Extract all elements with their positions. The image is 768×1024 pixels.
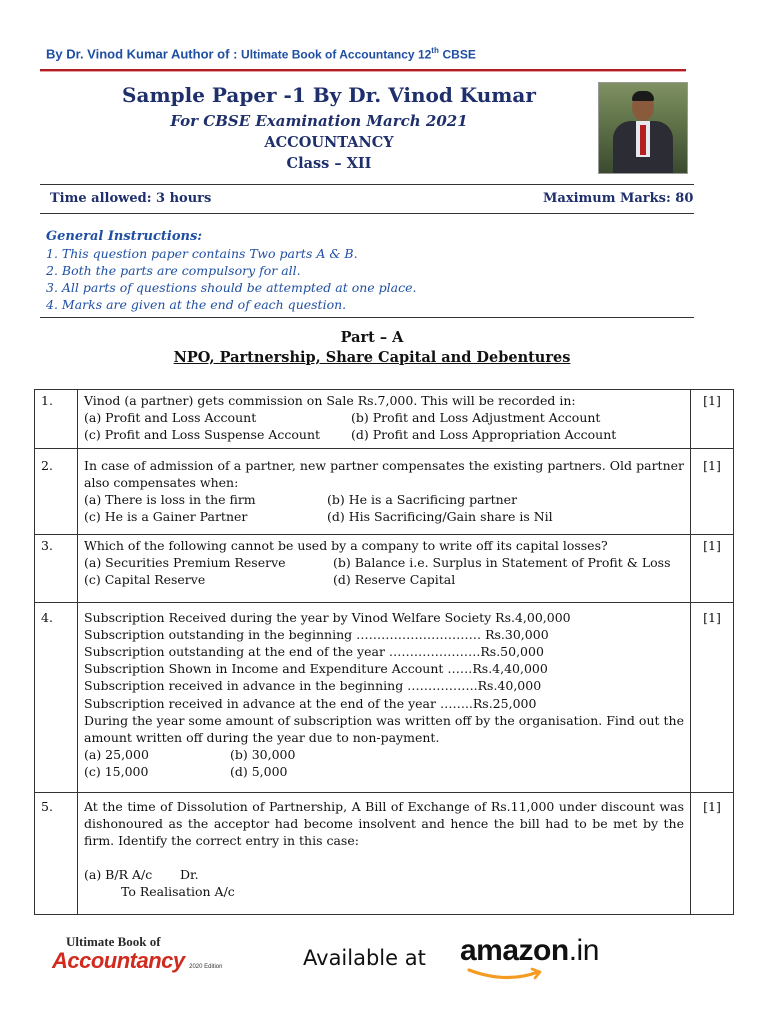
author-photo	[598, 82, 688, 174]
option-d: (d) His Sacrificing/Gain share is Nil	[327, 509, 553, 525]
maximum-marks: Maximum Marks: 80	[543, 191, 694, 206]
paper-subtitle: For CBSE Examination March 2021	[170, 112, 468, 130]
question-line: Subscription outstanding at the end of the year ………………….Rs.50,000	[84, 644, 544, 660]
header-divider	[40, 69, 686, 71]
question-row	[35, 534, 734, 602]
author-prefix: By Dr. Vinod Kumar Author of	[46, 46, 230, 62]
option-a: (a) 25,000	[84, 747, 149, 763]
class-label: Class – XII	[286, 155, 372, 172]
option-a: (a) There is loss in the firm	[84, 492, 256, 508]
questions-table	[34, 389, 734, 915]
book-logo-line2: Accountancy	[52, 948, 185, 973]
amazon-domain: .in	[568, 934, 599, 967]
option-d: (d) Profit and Loss Appropriation Account	[351, 427, 617, 443]
question-row	[35, 602, 734, 792]
subject-label: ACCOUNTANCY	[264, 134, 394, 151]
option-d: (d) 5,000	[230, 764, 288, 780]
instruction-item: 2. Both the parts are compulsory for all.	[46, 263, 301, 278]
question-number: 1.	[35, 390, 78, 449]
question-body	[78, 390, 691, 449]
part-label: Part – A	[340, 329, 404, 346]
instructions-rule	[40, 317, 694, 318]
option-b: (b) 30,000	[230, 747, 296, 763]
question-text: Which of the following cannot be used by a company to write off its capital losses?	[84, 537, 608, 553]
question-number: 4.	[35, 602, 78, 792]
option-c: (c) He is a Gainer Partner	[84, 509, 248, 525]
book-sup: th	[431, 46, 439, 55]
question-number: 5.	[35, 792, 78, 914]
available-at-text: Available at	[303, 946, 426, 970]
question-row	[35, 390, 734, 449]
question-line: Subscription outstanding in the beginning ………………………… Rs.30,000	[84, 626, 549, 642]
question-line: Subscription Received during the year by Vinod Welfare Society Rs.4,00,000	[84, 609, 571, 625]
option-b: (b) Balance i.e. Surplus in Statement of Profit & Loss	[333, 554, 671, 570]
amazon-smile-icon	[466, 966, 546, 982]
question-row	[35, 792, 734, 914]
question-line: Subscription Shown in Income and Expenditure Account ……Rs.4,40,000	[84, 661, 548, 677]
question-body	[78, 792, 691, 914]
question-text: In case of admission of a partner, new partner compensates the existing partners. Old partner also compensates when:	[84, 457, 684, 490]
question-text: At the time of Dissolution of Partnership, A Bill of Exchange of Rs.11,000 under discount was dishonoured as the acceptor had become insolvent and hence the bill had to be met by the firm. Identify the correct entry in this case:	[84, 798, 684, 849]
amazon-logo	[460, 934, 599, 968]
meta-top-rule	[40, 184, 694, 185]
question-marks: [1]	[691, 390, 734, 449]
meta-bottom-rule	[40, 213, 694, 214]
question-marks: [1]	[691, 602, 734, 792]
instruction-item: 3. All parts of questions should be attempted at one place.	[46, 280, 417, 295]
header-author-line: By Dr. Vinod Kumar Author of : Ultimate Book of Accountancy 12th CBSE	[46, 46, 476, 62]
question-marks: [1]	[691, 448, 734, 534]
option-a: (a) Securities Premium Reserve	[84, 554, 286, 570]
question-marks: [1]	[691, 792, 734, 914]
option-a: (a) Profit and Loss Account	[84, 410, 257, 426]
book-name: Ultimate Book of Accountancy 12	[241, 47, 432, 62]
footer-book-logo	[52, 934, 222, 974]
option-b: (b) He is a Sacrificing partner	[327, 492, 518, 508]
question-body	[78, 448, 691, 534]
question-number: 2.	[35, 448, 78, 534]
question-text: Vinod (a partner) gets commission on Sale Rs.7,000. This will be recorded in:	[84, 393, 576, 408]
option-d: (d) Reserve Capital	[333, 572, 456, 588]
option-b: (b) Profit and Loss Adjustment Account	[351, 410, 601, 426]
question-text: During the year some amount of subscription was written off by the organisation. Find out the amount written off during the year due to non-payment.	[84, 712, 684, 746]
question-line: Subscription received in advance at the end of the year ……..Rs.25,000	[84, 695, 537, 711]
question-body	[78, 534, 691, 602]
journal-entry-debit: (a) B/R A/c Dr.	[84, 867, 199, 883]
option-c: (c) 15,000	[84, 764, 149, 780]
journal-entry-credit: To Realisation A/c	[121, 884, 235, 900]
book-logo-line1: Ultimate Book of	[66, 934, 161, 949]
book-logo-edition: 2020 Edition	[189, 964, 223, 970]
book-suffix: CBSE	[442, 47, 476, 62]
question-line: Subscription received in advance in the beginning ……………..Rs.40,000	[84, 678, 542, 694]
time-allowed: Time allowed: 3 hours	[50, 191, 212, 206]
amazon-wordmark: amazon	[460, 934, 569, 967]
question-marks: [1]	[691, 534, 734, 602]
instruction-item: 1. This question paper contains Two parts A & B.	[46, 246, 358, 261]
question-body	[78, 602, 691, 792]
paper-title: Sample Paper -1 By Dr. Vinod Kumar	[122, 83, 536, 107]
part-topic: NPO, Partnership, Share Capital and Debentures	[173, 349, 571, 366]
instructions-heading: General Instructions:	[46, 229, 203, 244]
instruction-item: 4. Marks are given at the end of each question.	[46, 297, 347, 312]
option-c: (c) Capital Reserve	[84, 572, 206, 588]
question-number: 3.	[35, 534, 78, 602]
question-row	[35, 448, 734, 534]
option-c: (c) Profit and Loss Suspense Account	[84, 427, 321, 443]
